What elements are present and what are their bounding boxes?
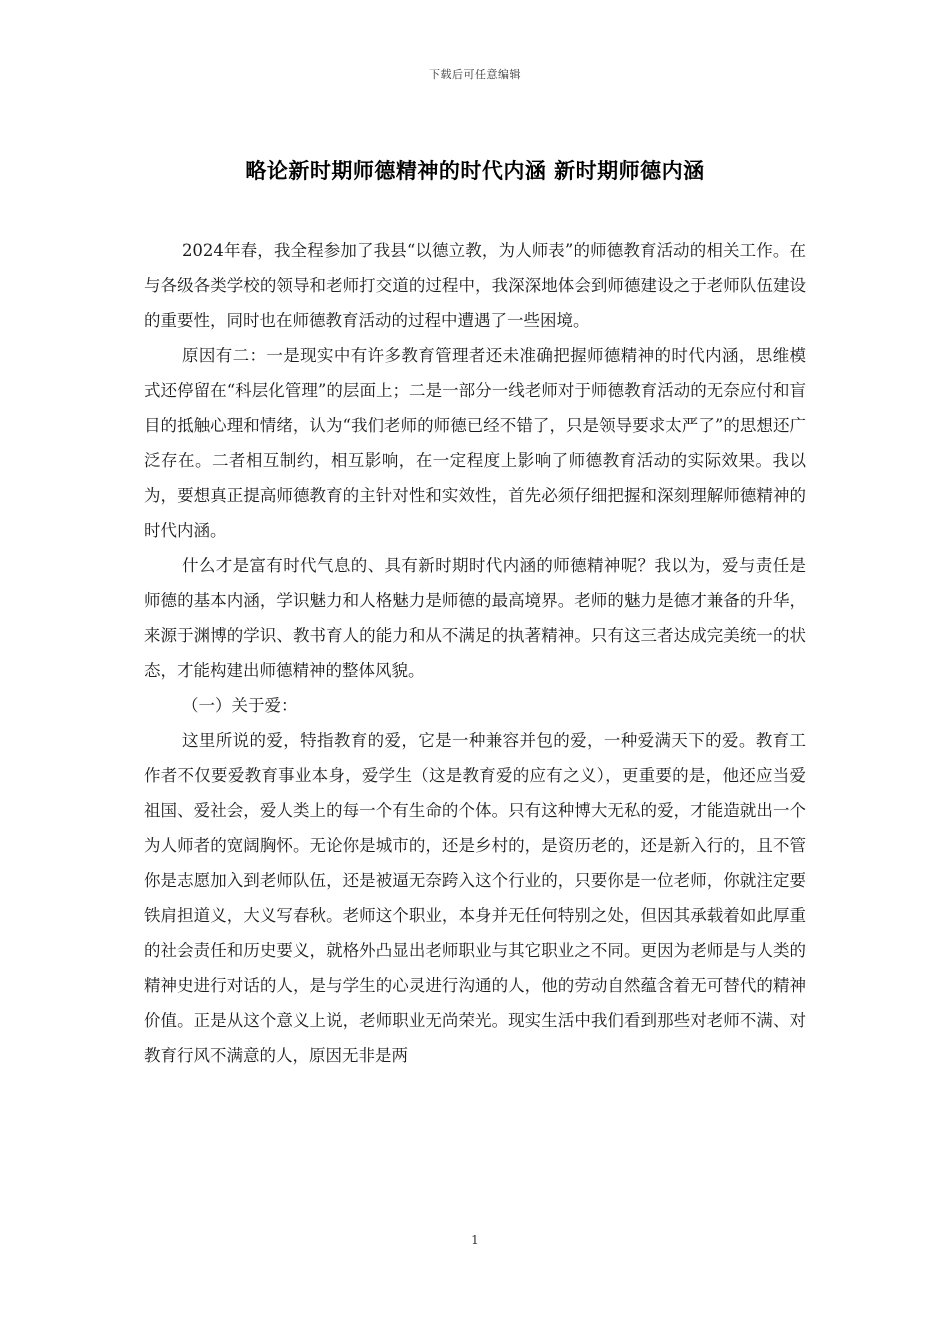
section-heading-love: （一）关于爱： [181,696,298,715]
paragraph-4: 这里所说的爱，特指教育的爱，它是一种兼容并包的爱，一种爱满天下的爱。教育工作者不仅要爱教育事业本身，爱学生（这是教育爱的应有之义），更重要的是，他还应当爱祖国、爱社会，爱人类上的每一个有生命的个体。只有这种博大无私的爱，才能造就出一个为人师者的宽阔胸怀。无论你是城市的，还是乡村的，是资历老的，还是新入行的，且不管你是志愿加入到老师队伍，还是被逼无奈跨入这个行业的，只要你是一位老师，你就注定要铁肩担道义，大义写春秋。老师这个职业，本身并无任何特别之处，但因其承载着如此厚重的社会责任和历史要义，就格外凸显出老师职业与其它职业之不同。更因为老师是与人类的精神史进行对话的人，是与学生的心灵进行沟通的人，他的劳动自然蕴含着无可替代的精神价值。正是从这个意义上说，老师职业无尚荣光。现实生活中我们看到那些对老师不满、对教育行风不满意的人，原因无非是两 [144,731,806,1065]
paragraph-3: 什么才是富有时代气息的、具有新时期时代内涵的师德精神呢？我以为，爱与责任是师德的基本内涵，学识魅力和人格魅力是师德的最高境界。老师的魅力是德才兼备的升华，来源于渊博的学识、教书育人的能力和从不满足的执著精神。只有这三者达成完美统一的状态，才能构建出师德精神的整体风貌。 [144,556,806,680]
paragraph-1: 2024年春，我全程参加了我县“以德立教，为人师表”的师德教育活动的相关工作。在与各级各类学校的领导和老师打交道的过程中，我深深地体会到师德建设之于老师队伍建设的重要性，同时也在师德教育活动的过程中遭遇了一些困境。 [144,241,806,330]
document-title: 略论新时期师德精神的时代内涵 新时期师德内涵 [245,158,705,183]
paragraph-2: 原因有二：一是现实中有许多教育管理者还未准确把握师德精神的时代内涵，思维模式还停留在“科层化管理”的层面上；二是一部分一线老师对于师德教育活动的无奈应付和盲目的抵触心理和情绪，认为“我们老师的师德已经不错了，只是领导要求太严了”的思想还广泛存在。二者相互制约，相互影响，在一定程度上影响了师德教育活动的实际效果。我以为，要想真正提高师德教育的主针对性和实效性，首先必须仔细把握和深刻理解师德精神的时代内涵。 [144,346,806,540]
header-note: 下载后可任意编辑 [429,68,521,81]
document-body [144,233,806,1073]
page-number: 1 [471,1233,479,1247]
